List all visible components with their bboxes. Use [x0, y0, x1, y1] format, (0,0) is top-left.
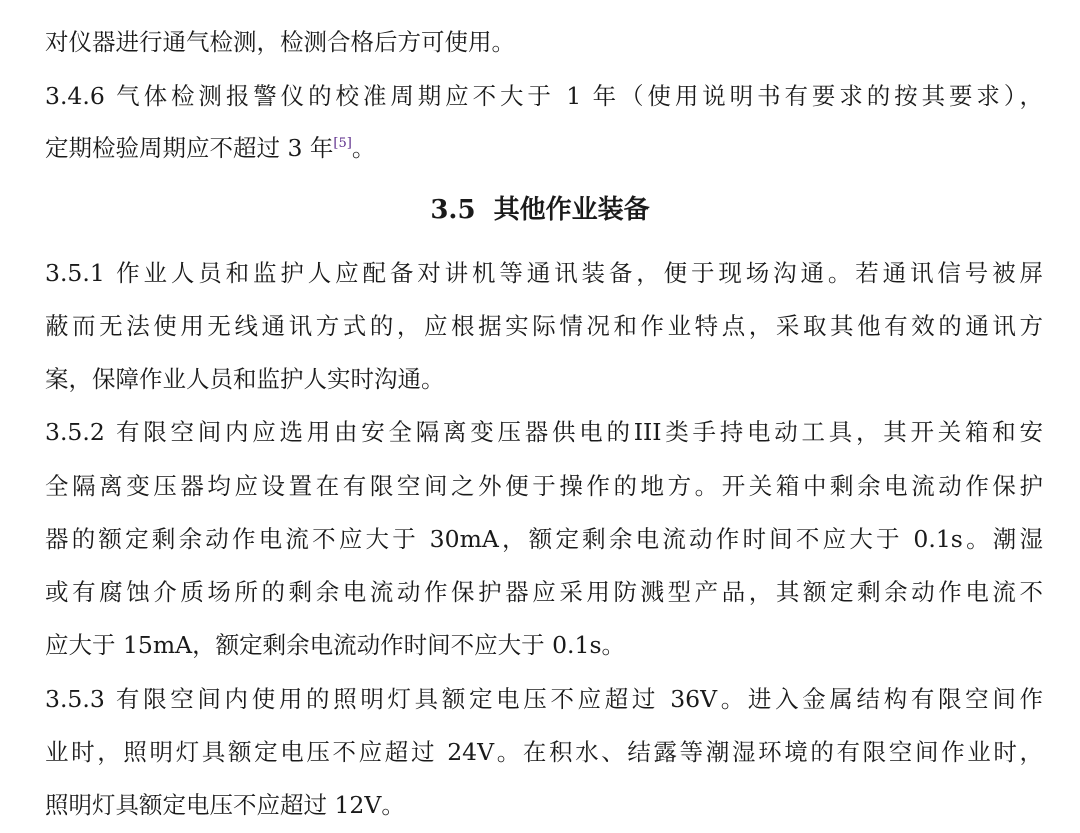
clause-3-5-3-line-3: 照明灯具额定电压不应超过 12V。	[45, 791, 405, 819]
section-heading	[0, 192, 1080, 228]
clause-3-5-2-line-2: 全隔离变压器均应设置在有限空间之外便于操作的地方。开关箱中剩余电流动作保护	[45, 472, 1043, 500]
clause-3-5-3-line-2: 业时，照明灯具额定电压不应超过 24V。在积水、结露等潮湿环境的有限空间作业时，	[45, 738, 1043, 766]
clause-3-5-1-line-2: 蔽而无法使用无线通讯方式的，应根据实际情况和作业特点，采取其他有效的通讯方	[45, 312, 1043, 340]
clause-3-4-6-tail: 。	[351, 134, 376, 162]
clause-3-5-1-line-1: 3.5.1 作业人员和监护人应配备对讲机等通讯装备，便于现场沟通。若通讯信号被屏	[45, 259, 1043, 287]
clause-3-5-1-line-3: 案，保障作业人员和监护人实时沟通。	[45, 365, 445, 393]
reference-link[interactable]: [5]	[333, 136, 352, 152]
text-line-1: 对仪器进行通气检测，检测合格后方可使用。	[45, 28, 515, 56]
clause-3-5-2-line-5: 应大于 15mA，额定剩余电流动作时间不应大于 0.1s。	[45, 631, 626, 659]
clause-3-5-3-line-1: 3.5.3 有限空间内使用的照明灯具额定电压不应超过 36V。进入金属结构有限空间作	[45, 685, 1043, 713]
clause-3-4-6-line-2	[45, 132, 375, 164]
section-title: 其他作业装备	[493, 195, 650, 225]
clause-3-5-2-line-1: 3.5.2 有限空间内应选用由安全隔离变压器供电的III类手持电动工具，其开关箱和安	[45, 418, 1043, 446]
clause-3-4-6-text: 定期检验周期应不超过 3 年	[45, 134, 334, 162]
clause-3-5-2-line-3: 器的额定剩余动作电流不应大于 30mA，额定剩余电流动作时间不应大于 0.1s。潮湿	[45, 525, 1043, 553]
section-number: 3.5	[430, 195, 476, 225]
clause-3-4-6-line-1: 3.4.6 气体检测报警仪的校准周期应不大于 1 年（使用说明书有要求的按其要求），	[45, 82, 1043, 110]
clause-3-5-2-line-4: 或有腐蚀介质场所的剩余电流动作保护器应采用防溅型产品，其额定剩余动作电流不	[45, 578, 1043, 606]
